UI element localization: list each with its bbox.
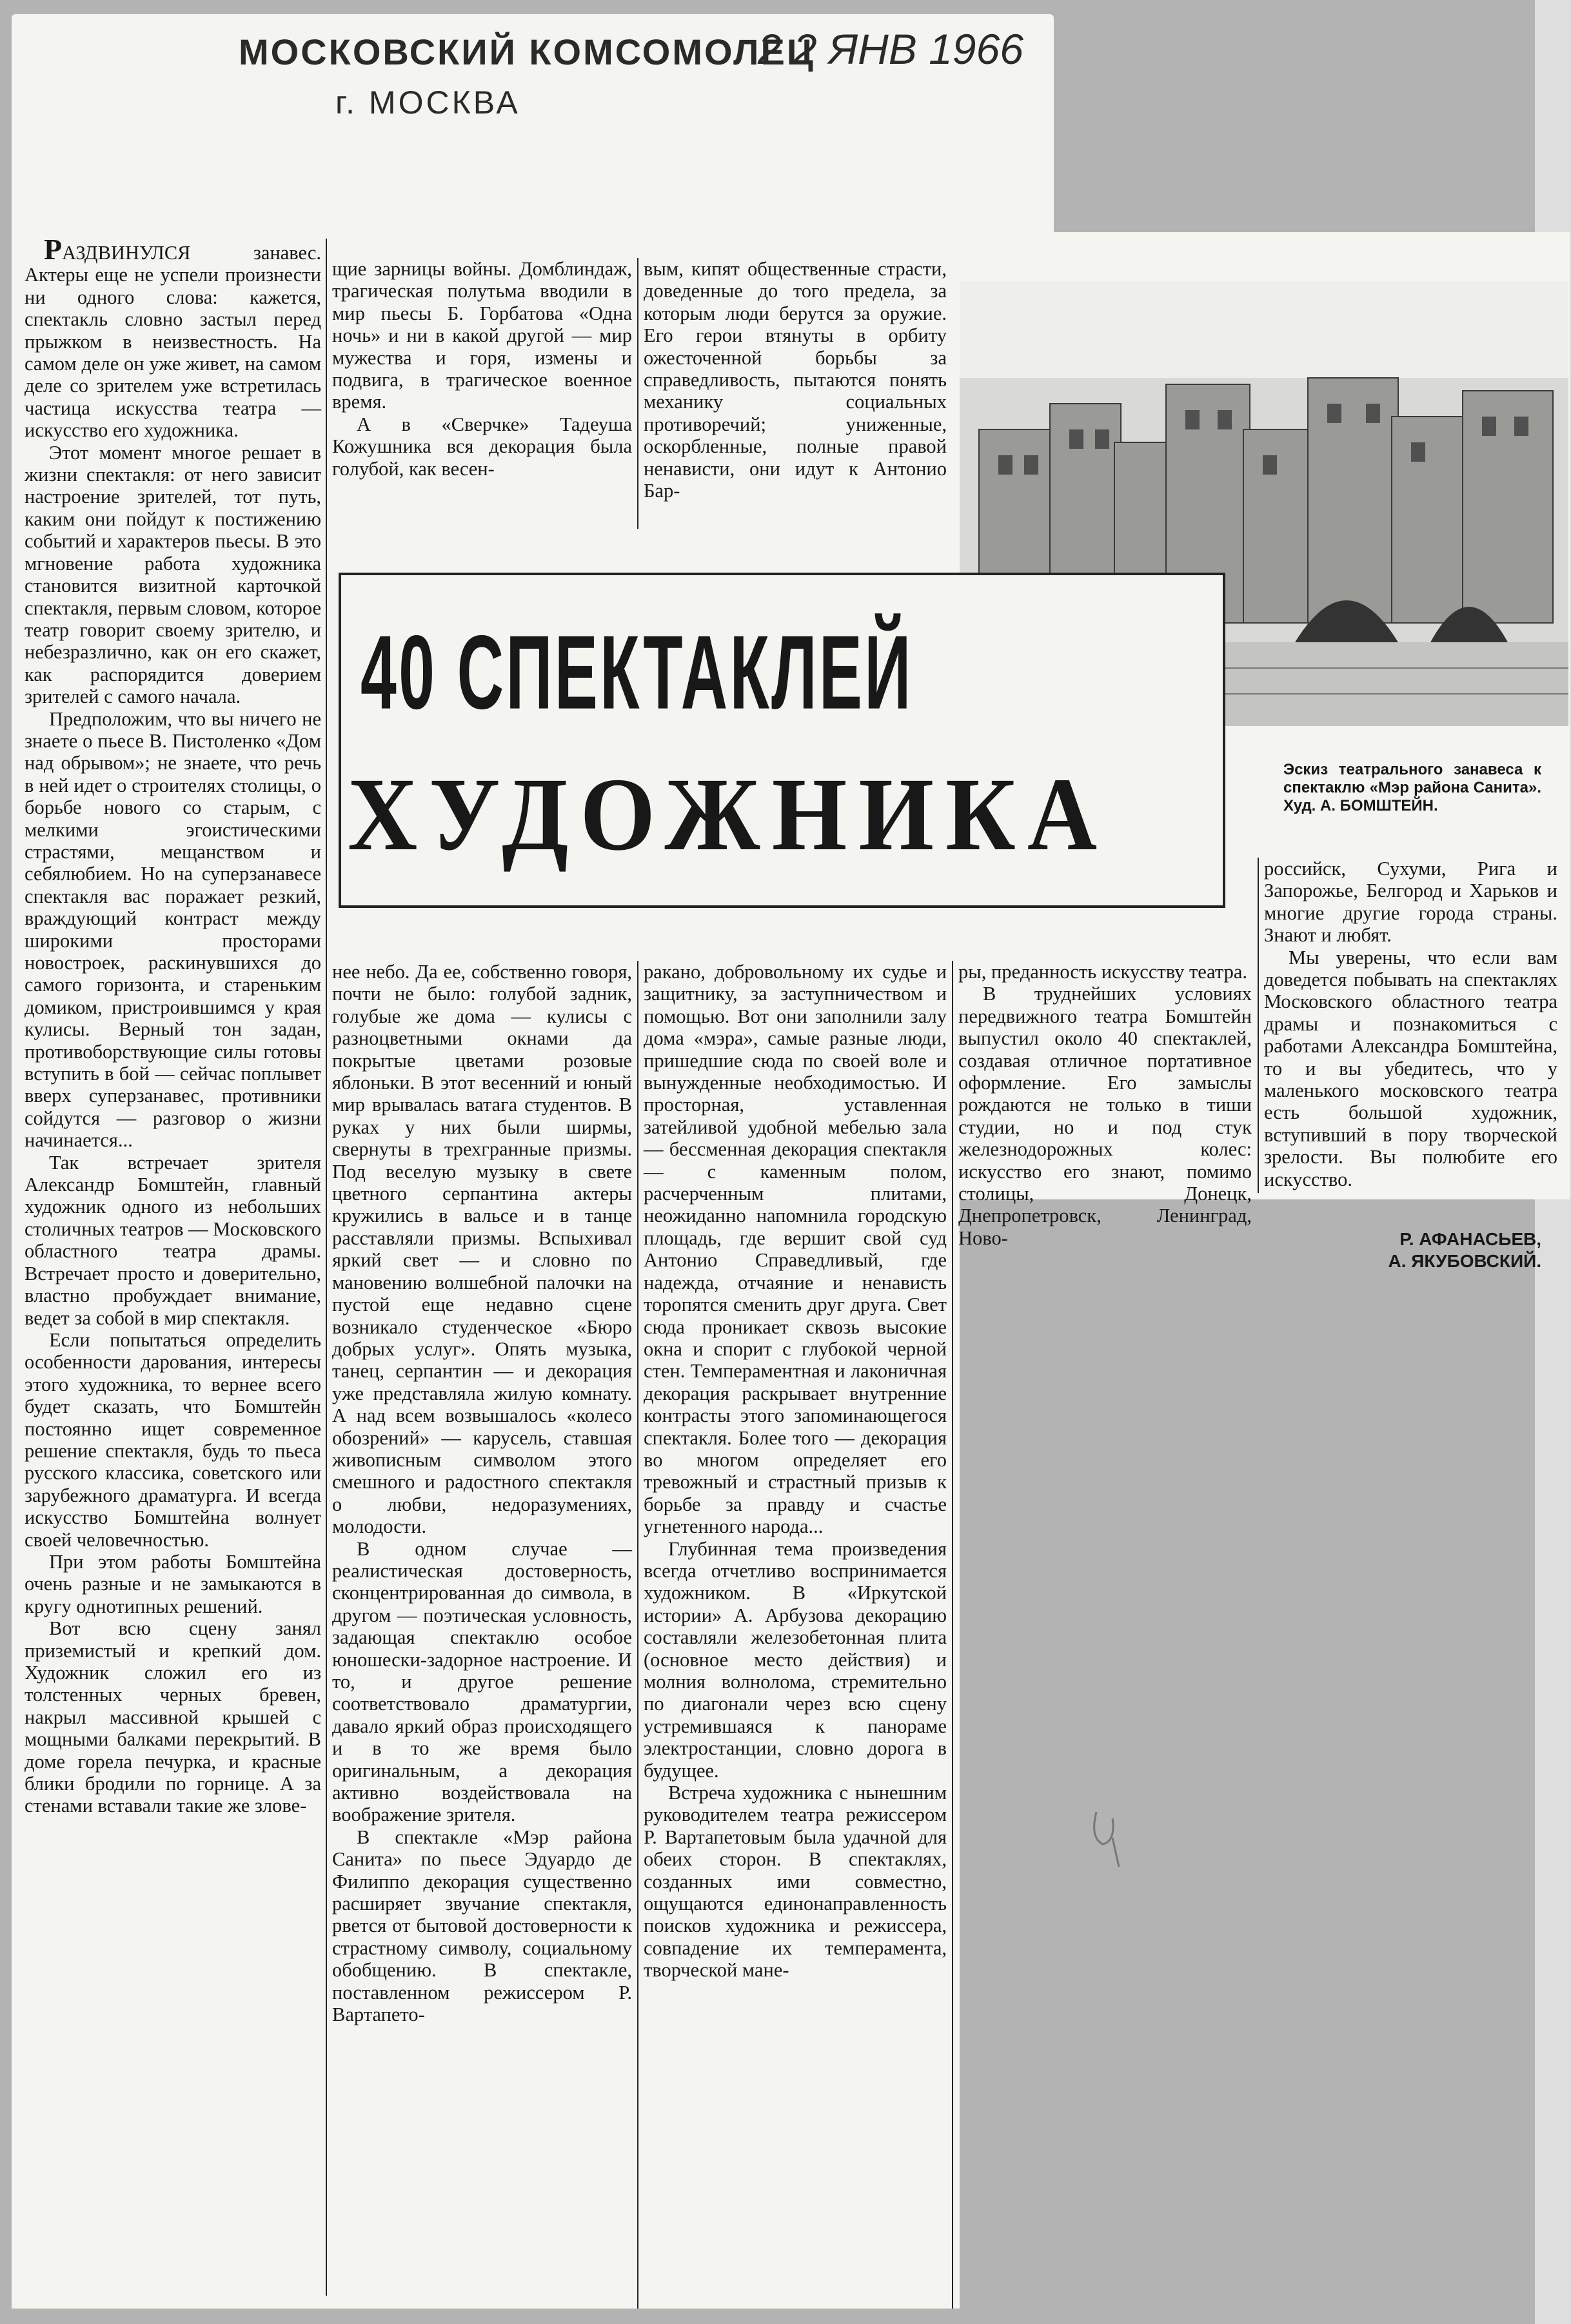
- paragraph: При этом работы Бомштейна очень разные и не замыкаются в кругу однотипных решений.: [25, 1550, 321, 1617]
- paragraph: Так встречает зрителя Александр Бомштейн, главный художник одного из небольших столичных театров — Московского областного театра драмы. Встречает просто и доверительно, властно пробуждает внимание, ведет за собой в мир спектакля.: [25, 1151, 321, 1329]
- paragraph: ракано, добровольному их судье и защитнику, за заступничеством и помощью. Вот они заполнили залу дома «мэра», самые разные люди, пришедшие сюда по своей воле и вынужденные необходимостью. И просторная, уставленная затейливой удобной мебелью зала — бессменная декорация спектакля — с каменным полом, расчерченным плитами, неожиданно напомнила городскую площадь, где вершит свой суд Антонио Справедливый, где надежда, отчаяние и ненависть торопятся сменить друг друга. Свет сюда проникает сквозь высокие окна и спорит с глубокой черной стен. Темпераментная и лаконичная декорация раскрывает внутренние контрасты этого запоминающегося спектакля. Более того — декорация во многом определяет его тревожный и страстный призыв к борьбе за правду и счастье угнетенного народа...: [644, 961, 947, 1538]
- column-2-top: [332, 258, 632, 535]
- column-rule: [326, 239, 327, 2296]
- image-caption: Эскиз театрального занавеса к спектаклю «Мэр района Санита». Худ. А. БОМШТЕЙН.: [1283, 761, 1541, 814]
- column-3-top: [644, 258, 947, 535]
- paragraph: российск, Сухуми, Рига и Запорожье, Белгород и Харьков и многие другие города страны. Знают и любят.: [1264, 858, 1557, 947]
- paragraph: Предположим, что вы ничего не знаете о пьесе В. Пистоленко «Дом над обрывом»; не знаете, что речь в ней идет о строителях столицы, о борьбе нового со старым, с мелкими эгоистическими страстями, мещанством и себялюбием. Но на суперзанавесе спектакля вас поражает резкий, враждующий контраст между широкими просторами новостроек, раскинувшихся до самого горизонта, и стареньким домиком, пристроившимся у края кулисы. Верный тон задан, противоборствующие силы готовы вступить в бой — сейчас поплывет вверх суперзанавес, противники сойдутся — разговор о жизни начинается...: [25, 707, 321, 1152]
- column-5: [1264, 858, 1557, 1232]
- headline-line-1: 40 СПЕКТАКЛЕЙ: [361, 614, 913, 732]
- drop-cap: Р: [44, 233, 63, 266]
- headline-box: [339, 573, 1225, 908]
- paragraph: щие зарницы войны. Домблиндаж, трагическая полутьма вводили в мир пьесы Б. Горбатова «Одна ночь» и ни в какой другой — мир мужества и горя, измены и подвига, в трагическое военное время.: [332, 258, 632, 413]
- paragraph: В одном случае — реалистическая достоверность, сконцентрированная до символа, в другом — поэтическая условность, задающая спектаклю особое юношески-задорное настроение. И то, и другое решение соответствовало драматургии, давало яркий образ происходящего и в то же время было оригинальным, а декорация активно воздействовала на воображение зрителя.: [332, 1537, 632, 1826]
- column-1: [25, 233, 321, 2296]
- column-3-bottom: [644, 961, 947, 2309]
- publication-stamp: МОСКОВСКИЙ КОМСОМОЛЕЦ: [239, 32, 815, 72]
- paragraph: Мы уверены, что если вам доведется побывать на спектаклях Московского областного театра драмы и познакомиться с работами Александра Бомштейна, то и вы убедитесь, что у маленького московского театра есть большой художник, вступивший в пору творческой зрелости. Вы полюбите его искусство.: [1264, 946, 1557, 1190]
- paragraph: В труднейших условиях передвижного театра Бомштейн выпустил около 40 спектаклей, создавая отличное портативное оформление. Его замыслы рождаются не только в тиши студии, но и под стук железнодорожных колес: искусство его знают, помимо столицы, Донецк, Днепропетровск, Ленинград, Ново-: [958, 983, 1252, 1249]
- column-rule: [1258, 858, 1259, 1193]
- date-stamp: 2 2 ЯНВ 1966: [758, 25, 1023, 73]
- headline-line-2: ХУДОЖНИКА: [348, 756, 1109, 872]
- column-2-bottom: [332, 961, 632, 2309]
- city-stamp: г. МОСКВА: [335, 84, 520, 121]
- pencil-mark: [1083, 1806, 1129, 1870]
- column-4: [958, 961, 1252, 1249]
- paragraph: Глубинная тема произведения всегда отчетливо воспринимается художником. В «Иркутской истории» А. Арбузова декорацию составляли железобетонная плита (основное место действия) и молния волнолома, стремительно по диагонали через всю сцену устремившаяся к панораме электростанции, словно дорога в будущее.: [644, 1537, 947, 1782]
- author-name: Р. АФАНАСЬЕВ,: [1399, 1229, 1541, 1249]
- paragraph: вым, кипят общественные страсти, доведенные до того предела, за которым люди берутся за оружие. Его герои втянуты в орбиту ожесточенной борьбы за справедливость, пытаются понять механику социальных противоречий; униженные, оскорбленные, полные правой ненависти, они идут к Антонио Бар-: [644, 258, 947, 502]
- paragraph: АЗДВИНУЛСЯ занавес. Актеры еще не успели произнести ни одного слова: кажется, спектакль словно застыл перед прыжком в неизвестность. На самом деле он уже живет, на самом деле со зрителем уже встретилась частица искусства театра — искусство его художника.: [25, 242, 321, 442]
- column-rule: [637, 961, 638, 2309]
- paragraph: Если попытаться определить особенности дарования, интересы этого художника, то вернее всего будет сказать, что Бомштейн постоянно ищет современное решение спектакля, будь то пьеса русского классика, советского или зарубежного драматурга. И всегда искусство Бомштейна волнует своей человечностью.: [25, 1328, 321, 1551]
- author-name: А. ЯКУБОВСКИЙ.: [1388, 1251, 1541, 1271]
- paragraph: ры, преданность искусству театра.: [958, 961, 1248, 983]
- paragraph: Вот всю сцену занял приземистый и крепкий дом. Художник сложил его из толстенных черных бревен, накрыл массивной крышей с мощными балками перекрытий. В доме горела печурка, и красные блики бродили по горнице. А за стенами вставали такие же злове-: [25, 1617, 321, 1817]
- author-signature: [1329, 1228, 1541, 1272]
- paragraph: Этот момент многое решает в жизни спектакля: от него зависит настроение зрителей, тот путь, каким они пойдут к постижению событий и характеров пьесы. В это мгновение работа художника становится визитной карточкой спектакля, первым словом, которое театр говорит своему зрителю, и небезразлично, как он его скажет, как распорядится доверием зрителей с самого начала.: [25, 441, 321, 708]
- paragraph: нее небо. Да ее, собственно говоря, почти не было: голубой задник, голубые же дома — кулисы с разноцветными окнами да покрытые цветами розовые яблоньки. В этот весенний и юный мир врывалась ватага студентов. В руках у них были ширмы, свернуты в трехгранные призмы. Под веселую музыку в свете цветного серпантина актеры кружились в вальсе и в танце расставляли призмы. Вспыхивал яркий свет — и словно по мановению волшебной палочки на пустой еще недавно сцене возникало студенческое «Бюро добрых услуг». Опять музыка, танец, серпантин — и декорация уже представляла жилую комнату. А над всем возвышалось «колесо обозрений» — карусель, ставшая живописным символом этого смешного и радостного спектакля о любви, недоразумениях, молодости.: [332, 961, 632, 1538]
- column-rule: [952, 961, 953, 2309]
- paragraph: А в «Сверчке» Тадеуша Кожушника вся декорация была голубой, как весен-: [332, 413, 632, 480]
- column-rule: [637, 258, 638, 529]
- paragraph: В спектакле «Мэр района Санита» по пьесе Эдуардо де Филиппо декорация существенно расширяет звучание спектакля, рвется от бытовой достоверности к страстному символу, социальному обобщению. В спектакле, поставленном режиссером Р. Вартапето-: [332, 1826, 632, 2026]
- paragraph: Встреча художника с нынешним руководителем театра режиссером Р. Вартапетовым была удачной для обеих сторон. В спектаклях, созданных ими совместно, ощущаются единонаправленность поисков художника и режиссера, совпадение их темперамента, творческой мане-: [644, 1782, 947, 1982]
